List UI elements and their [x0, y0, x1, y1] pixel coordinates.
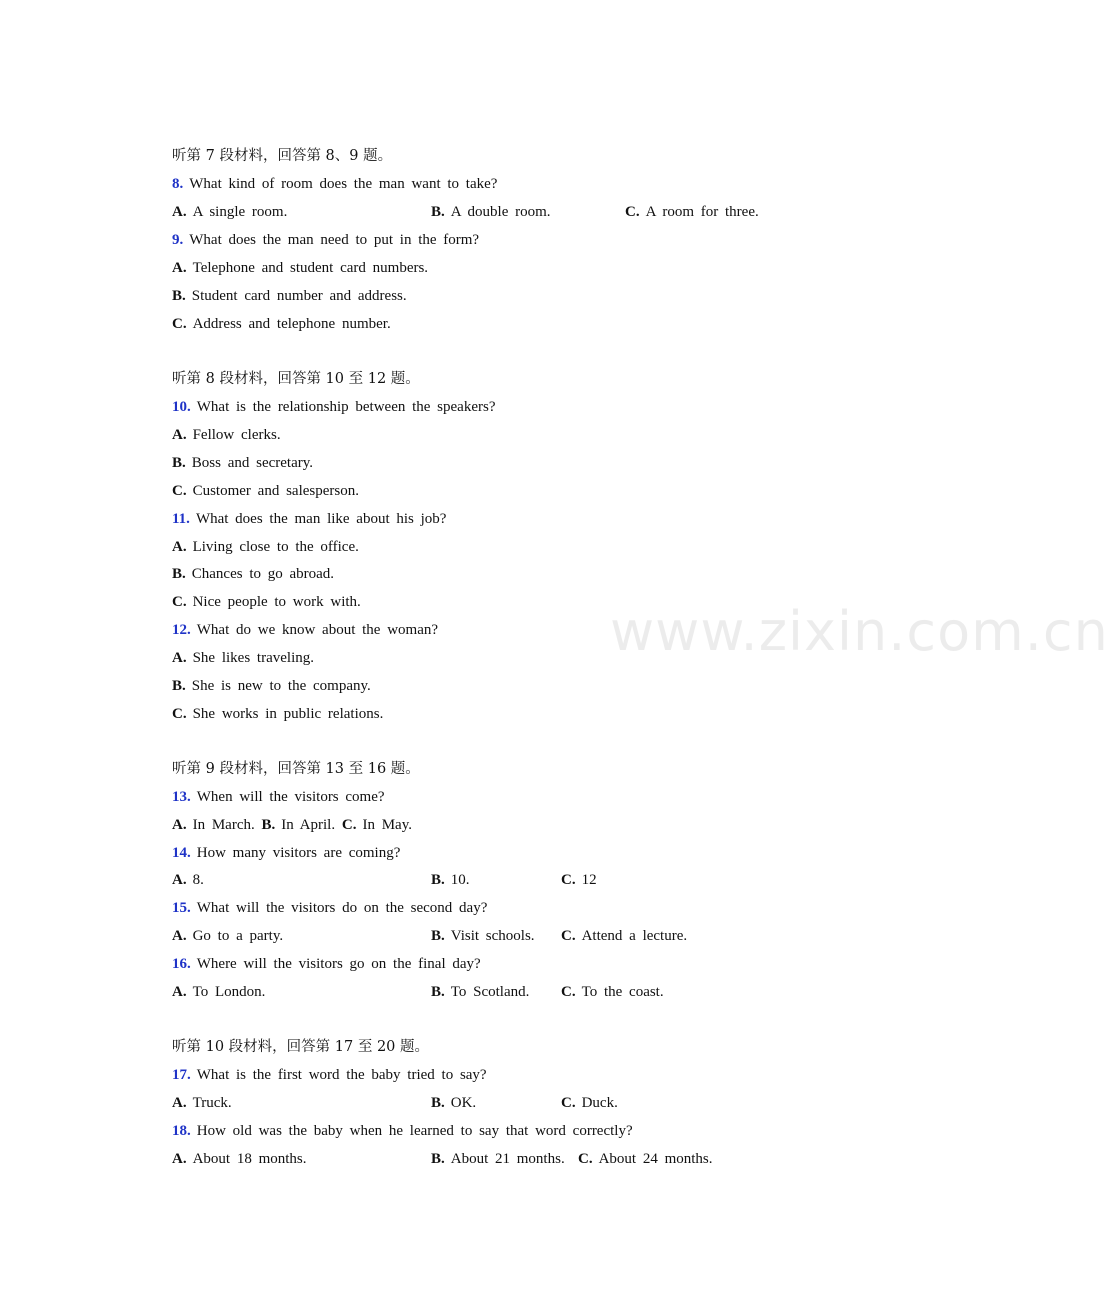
question-18	[172, 1119, 633, 1143]
options-16	[172, 980, 792, 1004]
question-11	[172, 507, 446, 531]
question-13	[172, 785, 385, 809]
section-heading-7: 听第 7 段材料，回答第 8、9 题。	[172, 148, 393, 164]
option-a: A. 8.	[172, 872, 204, 888]
question-16	[172, 952, 481, 976]
question-text: How old was the baby when he learned to say that word correctly?	[196, 1123, 633, 1139]
question-text: What does the man like about his job?	[195, 511, 447, 527]
option-b: B. Boss and secretary.	[172, 455, 314, 471]
question-9	[172, 228, 479, 252]
option-a: A. About 18 months.	[172, 1151, 307, 1167]
question-8	[172, 172, 497, 196]
option-c: C. She works in public relations.	[172, 706, 384, 722]
question-text: What is the relationship between the speakers?	[196, 399, 496, 415]
option-c: C. Nice people to work with.	[172, 594, 361, 610]
question-17	[172, 1063, 487, 1087]
option-b: B. Chances to go abroad.	[172, 566, 335, 582]
option-a: A. Living close to the office.	[172, 539, 359, 555]
option-b: B. To Scotland.	[431, 984, 530, 1000]
question-text: What do we know about the woman?	[196, 622, 439, 638]
question-number: 8.	[172, 176, 184, 192]
option-c: C. A room for three.	[625, 204, 759, 220]
question-text: How many visitors are coming?	[196, 845, 401, 861]
question-text: When will the visitors come?	[196, 789, 385, 805]
option-a: A. She likes traveling.	[172, 650, 314, 666]
option-b: B. In April.	[261, 817, 336, 833]
option-c: C. To the coast.	[561, 984, 664, 1000]
option-c: C. Duck.	[561, 1095, 618, 1111]
option-a: A. Fellow clerks.	[172, 427, 281, 443]
option-b: B. OK.	[431, 1095, 477, 1111]
watermark: www.zixin.com.cn	[610, 600, 1109, 663]
options-17	[172, 1091, 792, 1115]
option-c: C. Customer and salesperson.	[172, 483, 359, 499]
section-heading-10: 听第 10 段材料，回答第 17 至 20 题。	[172, 1039, 430, 1055]
option-a: A. A single room.	[172, 204, 288, 220]
option-a: A. Go to a party.	[172, 928, 284, 944]
option-c: C. 12	[561, 872, 597, 888]
option-b: B. 10.	[431, 872, 470, 888]
options-15	[172, 924, 792, 948]
section-heading-9: 听第 9 段材料，回答第 13 至 16 题。	[172, 761, 420, 777]
question-number: 14.	[172, 845, 191, 861]
question-text: What will the visitors do on the second day?	[196, 900, 488, 916]
question-number: 18.	[172, 1123, 191, 1139]
option-c: C. Attend a lecture.	[561, 928, 688, 944]
question-15	[172, 896, 487, 920]
option-a: A. To London.	[172, 984, 266, 1000]
question-number: 9.	[172, 232, 184, 248]
question-number: 11.	[172, 511, 190, 527]
options-14	[172, 868, 792, 892]
question-text: What is the first word the baby tried to say?	[196, 1067, 487, 1083]
question-text: What does the man need to put in the form?	[189, 232, 480, 248]
options-18	[172, 1147, 792, 1171]
question-text: What kind of room does the man want to take?	[189, 176, 498, 192]
option-a: A. In March.	[172, 817, 255, 833]
option-b: B. Visit schools.	[431, 928, 535, 944]
question-number: 12.	[172, 622, 191, 638]
option-c: C. In May.	[341, 817, 412, 833]
question-text: Where will the visitors go on the final day?	[196, 956, 481, 972]
option-a: A. Telephone and student card numbers.	[172, 260, 429, 276]
section-heading-8: 听第 8 段材料，回答第 10 至 12 题。	[172, 371, 420, 387]
question-14	[172, 841, 400, 865]
question-number: 15.	[172, 900, 191, 916]
option-b: B. About 21 months.	[431, 1151, 565, 1167]
option-b: B. Student card number and address.	[172, 288, 407, 304]
question-number: 16.	[172, 956, 191, 972]
question-number: 17.	[172, 1067, 191, 1083]
option-c: C. Address and telephone number.	[172, 316, 391, 332]
question-number: 13.	[172, 789, 191, 805]
option-b: B. She is new to the company.	[172, 678, 371, 694]
question-number: 10.	[172, 399, 191, 415]
question-10	[172, 395, 495, 419]
option-b: B. A double room.	[431, 204, 551, 220]
option-c: C. About 24 months.	[578, 1151, 713, 1167]
question-12	[172, 618, 438, 642]
option-a: A. Truck.	[172, 1095, 232, 1111]
options-13	[172, 813, 412, 837]
options-8	[172, 200, 792, 224]
